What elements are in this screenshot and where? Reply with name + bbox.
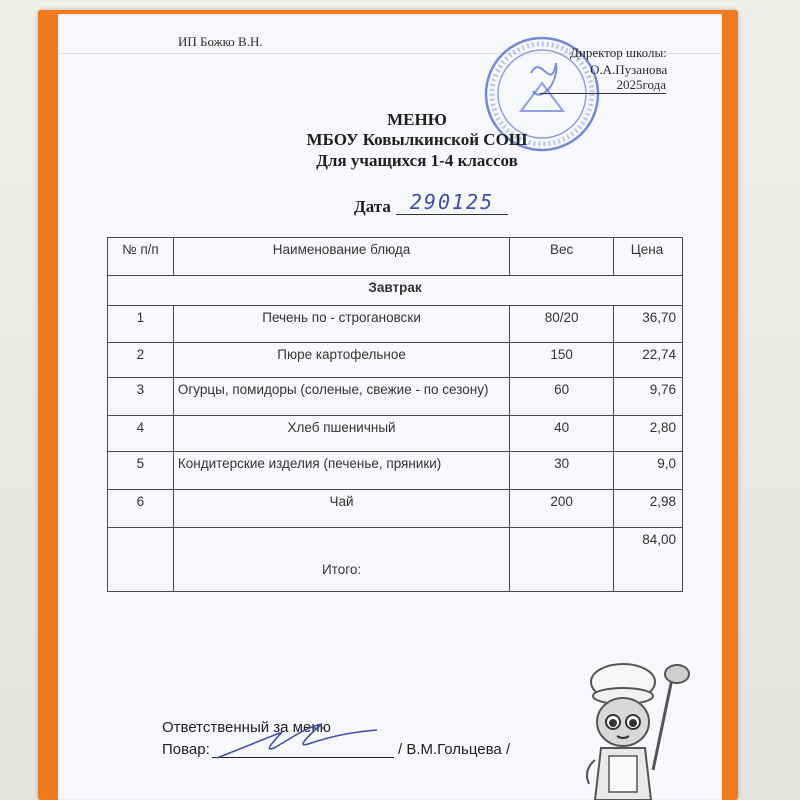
table-row [108, 343, 683, 378]
total-empty-cell [108, 528, 174, 592]
cook-girl-illustration-icon [575, 660, 705, 800]
row-weight: 80/20 [510, 306, 614, 343]
director-name: О.А.Пузанова [590, 62, 668, 77]
row-num: 4 [108, 416, 174, 452]
table-row [108, 452, 683, 490]
signature-scribble-icon [212, 718, 382, 764]
row-price: 22,74 [614, 343, 683, 378]
row-num: 5 [108, 452, 174, 490]
row-weight: 60 [510, 378, 614, 416]
ip-name: ИП Божко В.Н. [178, 34, 263, 49]
row-price: 9,76 [614, 378, 683, 416]
row-name: Печень по - строгановски [173, 306, 509, 343]
menu-table [107, 237, 683, 592]
row-weight: 30 [510, 452, 614, 490]
row-name: Чай [173, 490, 509, 528]
header-price: Цена [614, 238, 683, 276]
total-value: 84,00 [614, 528, 683, 592]
director-title: Директор школы: [570, 45, 667, 60]
row-price: 36,70 [614, 306, 683, 343]
school-name: МБОУ Ковылкинской СОШ [306, 130, 528, 149]
row-name: Огурцы, помидоры (соленые, свежие - по сезону) [173, 378, 509, 416]
row-weight: 200 [510, 490, 614, 528]
responsible-label: Ответственный за меню [162, 719, 331, 736]
header-num: № п/п [108, 238, 174, 276]
section-breakfast: Завтрак [108, 276, 683, 306]
row-price: 9,0 [614, 452, 683, 490]
total-row [108, 528, 683, 592]
row-price: 2,80 [614, 416, 683, 452]
row-name: Хлеб пшеничный [173, 416, 509, 452]
row-num: 2 [108, 343, 174, 378]
row-price: 2,98 [614, 490, 683, 528]
table-row [108, 378, 683, 416]
total-label: Итого: [173, 528, 509, 592]
row-name: Кондитерские изделия (печенье, пряники) [173, 452, 509, 490]
table-header-row [108, 238, 683, 276]
section-row [108, 276, 683, 306]
header-name: Наименование блюда [173, 238, 509, 276]
date-label: Дата [354, 197, 391, 216]
menu-title: МЕНЮ [387, 110, 447, 129]
row-num: 1 [108, 306, 174, 343]
row-weight: 150 [510, 343, 614, 378]
audience-line: Для учащихся 1-4 классов [316, 151, 518, 170]
row-weight: 40 [510, 416, 614, 452]
row-num: 6 [108, 490, 174, 528]
row-name: Пюре картофельное [173, 343, 509, 378]
header-weight: Вес [510, 238, 614, 276]
approval-year: 2025года [540, 77, 666, 94]
table-row [108, 490, 683, 528]
table-row [108, 416, 683, 452]
cook-name: / В.М.Гольцева / [398, 741, 511, 758]
total-weight-cell [510, 528, 614, 592]
date-value: 290125 [396, 190, 508, 215]
table-row [108, 306, 683, 343]
row-num: 3 [108, 378, 174, 416]
cook-label: Повар: [162, 741, 210, 758]
